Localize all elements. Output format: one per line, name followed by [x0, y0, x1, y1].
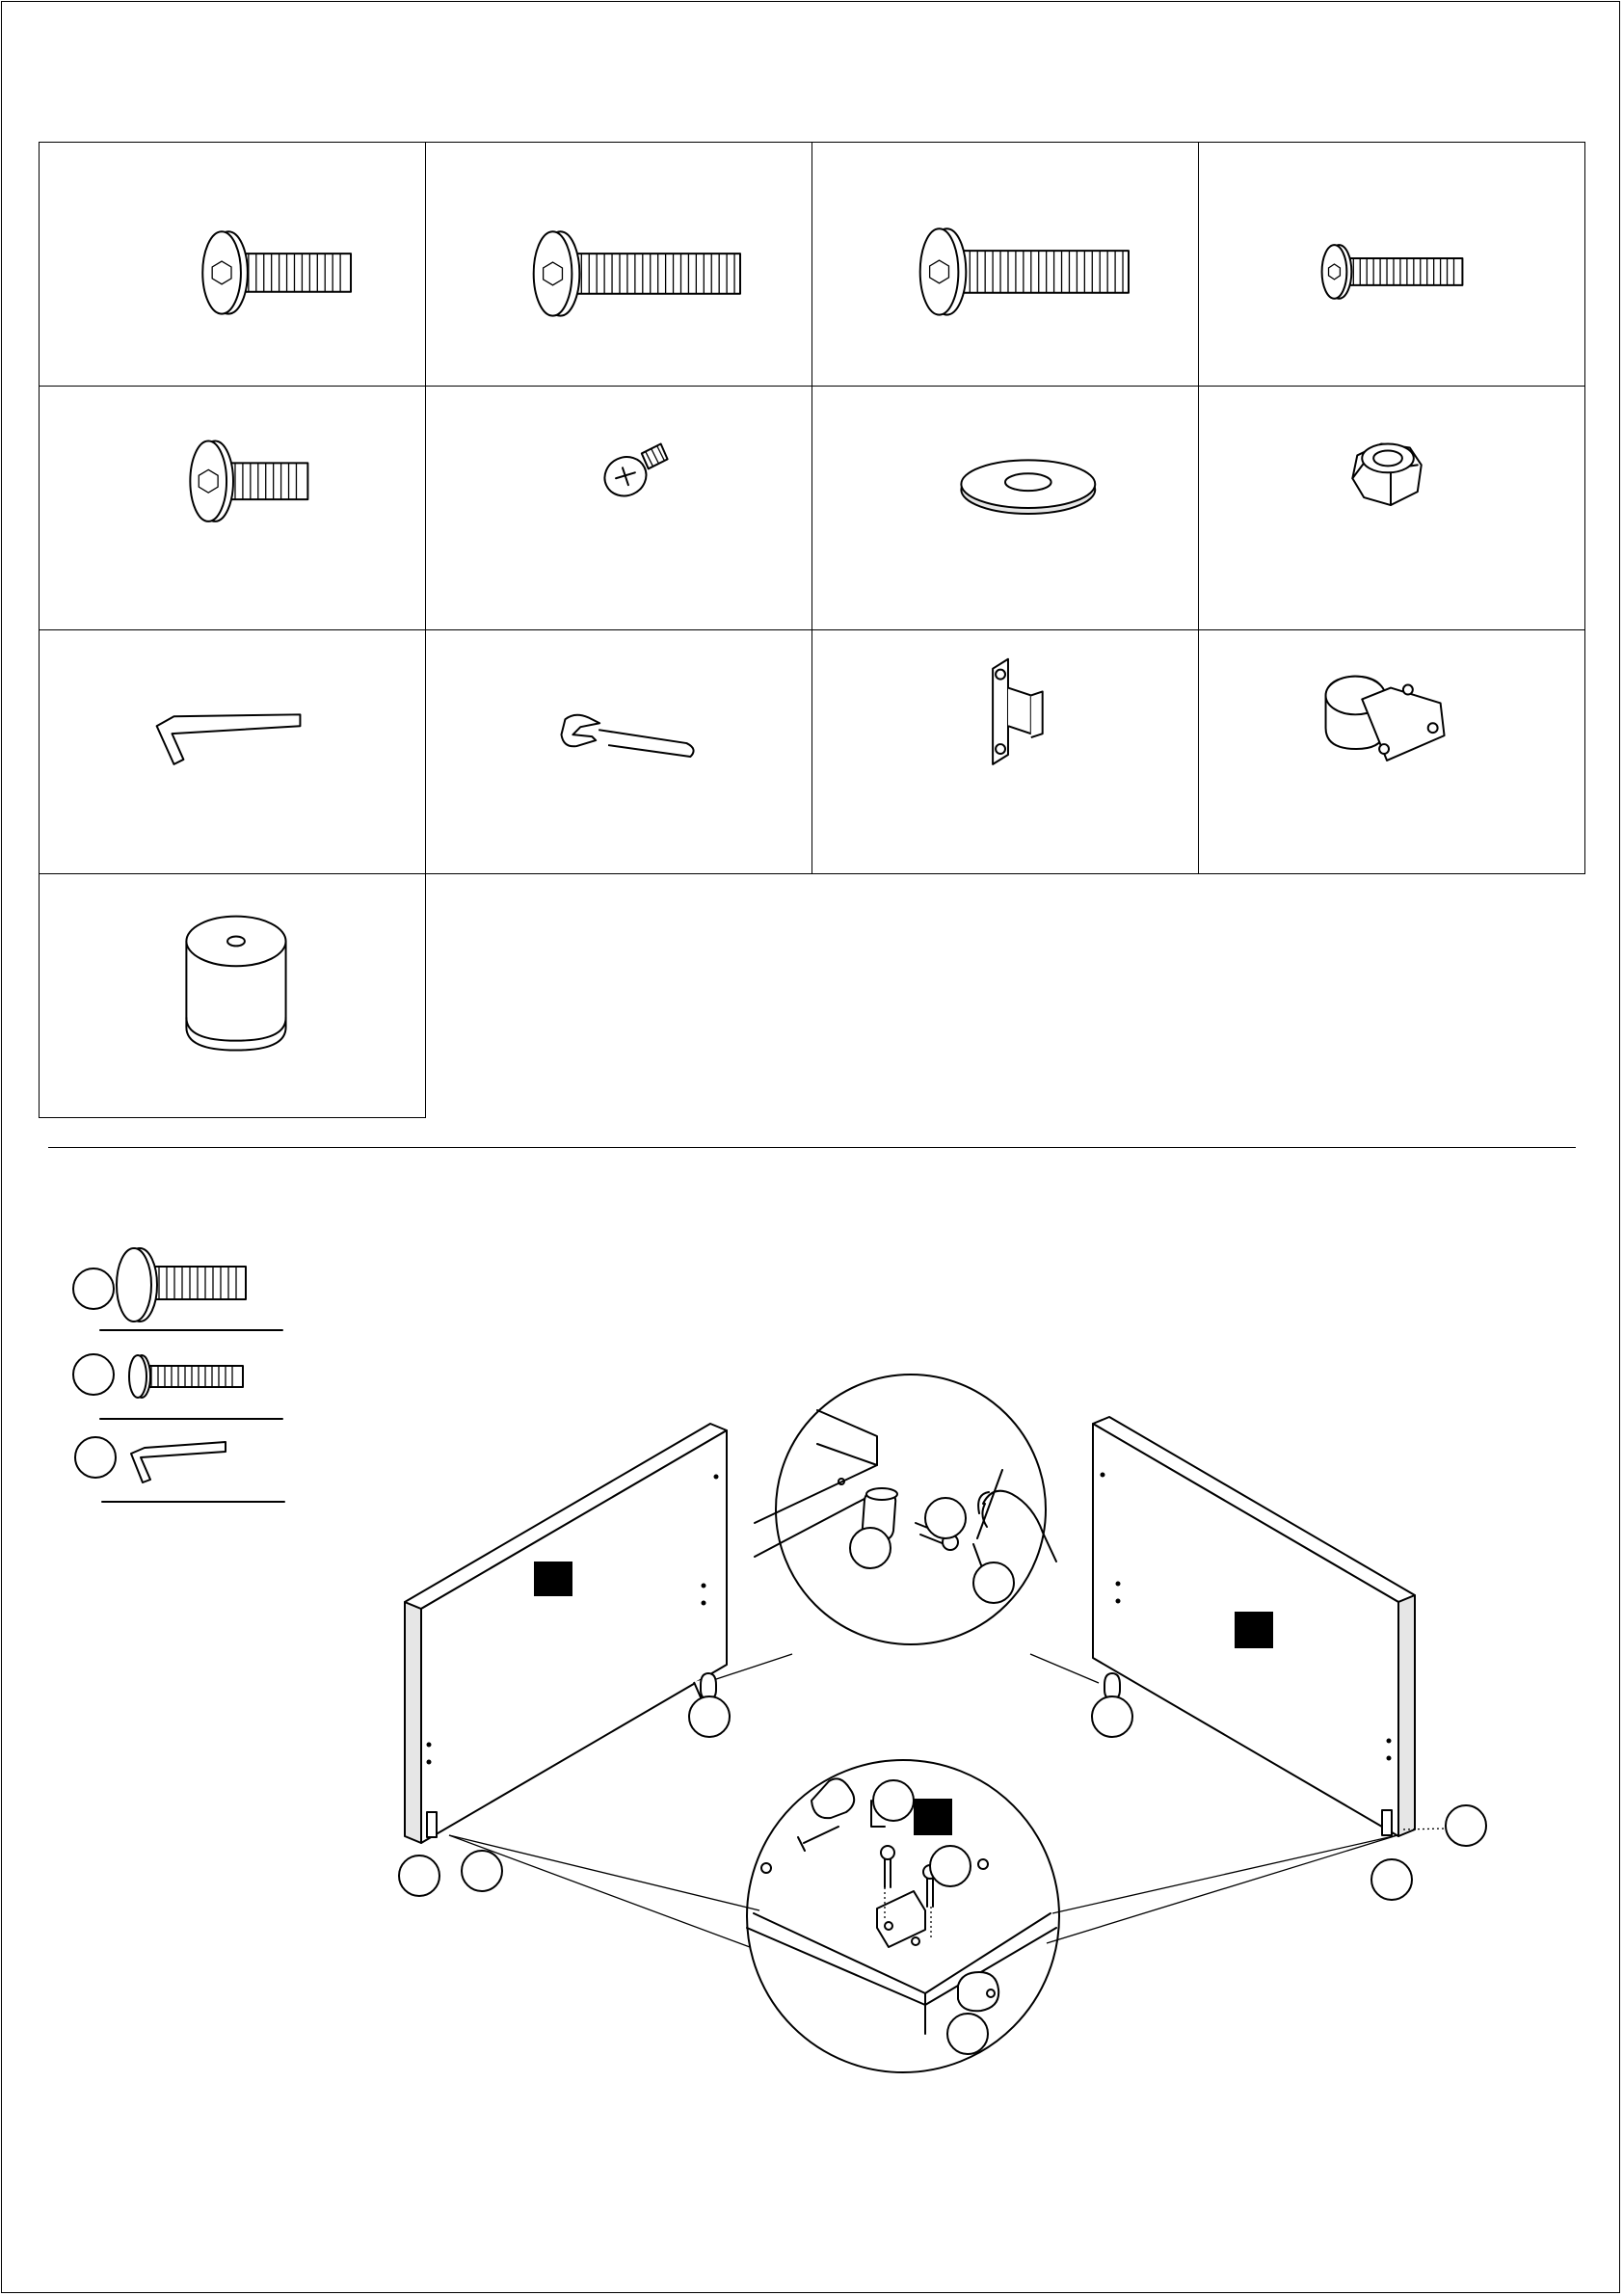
part-cell-10	[425, 629, 812, 874]
part-cell-7	[812, 386, 1199, 630]
cylinder-foot-icon	[40, 874, 425, 1117]
phillips-screw-icon	[426, 387, 812, 629]
detail-view-bottom	[449, 1760, 1397, 2072]
longer-hex-bolt-icon	[426, 143, 812, 386]
short-hex-bolt-icon	[129, 1355, 243, 1398]
caster-wheel-icon	[1199, 630, 1584, 873]
hardware-callout-2	[73, 1354, 114, 1395]
assembly-step-diagram	[0, 1157, 1623, 2296]
part-cell-2	[425, 142, 812, 387]
panel-label-badge-left	[534, 1562, 572, 1596]
callout-circle-9	[973, 1562, 1014, 1603]
part-cell-13	[39, 873, 426, 1118]
parts-inventory-grid	[39, 142, 1585, 1118]
part-cell-5	[39, 386, 426, 630]
callout-circle-12	[947, 2014, 988, 2054]
part-cell-8	[1198, 386, 1585, 630]
small-hex-bolt-icon	[1199, 143, 1584, 386]
part-cell-6	[425, 386, 812, 630]
hardware-item-1	[73, 1248, 282, 1330]
wrench-icon	[426, 630, 812, 873]
section-divider	[48, 1147, 1576, 1148]
part-cell-4	[1198, 142, 1585, 387]
part-cell-1	[39, 142, 426, 387]
short-hex-bolt-icon	[40, 387, 425, 629]
callout-circle-1	[689, 1696, 730, 1737]
hardware-callout-3	[75, 1437, 116, 1478]
part-cell-11	[812, 629, 1199, 874]
lock-nut-icon	[1199, 387, 1584, 629]
callout-circle-5	[1446, 1805, 1486, 1846]
callout-circle-3	[399, 1855, 439, 1896]
long-hex-bolt-icon	[117, 1248, 246, 1322]
allen-key-icon	[131, 1442, 226, 1482]
callout-circle-7	[850, 1528, 891, 1568]
panel-label-badge-bottom	[914, 1799, 952, 1835]
left-side-panel	[405, 1424, 727, 1843]
hardware-item-2	[73, 1354, 282, 1419]
part-cell-12	[1198, 629, 1585, 874]
feet	[701, 1673, 1120, 1699]
part-cell-3	[812, 142, 1199, 387]
right-side-panel	[1093, 1417, 1415, 1836]
detail-view-top	[705, 1375, 1099, 1683]
panel-label-badge-right	[1235, 1612, 1273, 1648]
callout-circle-2	[1092, 1696, 1132, 1737]
bracket-icon	[812, 630, 1198, 873]
longest-hex-bolt-icon	[812, 143, 1198, 386]
washer-icon	[812, 387, 1198, 629]
callout-circle-11	[930, 1846, 971, 1886]
allen-key-icon	[40, 630, 425, 873]
long-hex-bolt-icon	[40, 143, 425, 386]
callout-circle-8	[925, 1498, 966, 1538]
part-cell-9	[39, 629, 426, 874]
hardware-callout-1	[73, 1268, 114, 1309]
hardware-item-3	[75, 1437, 284, 1502]
callout-circle-4	[462, 1851, 502, 1891]
hardware-list	[73, 1248, 284, 1502]
callout-circle-6	[1371, 1859, 1412, 1900]
callout-circle-10	[873, 1780, 914, 1821]
